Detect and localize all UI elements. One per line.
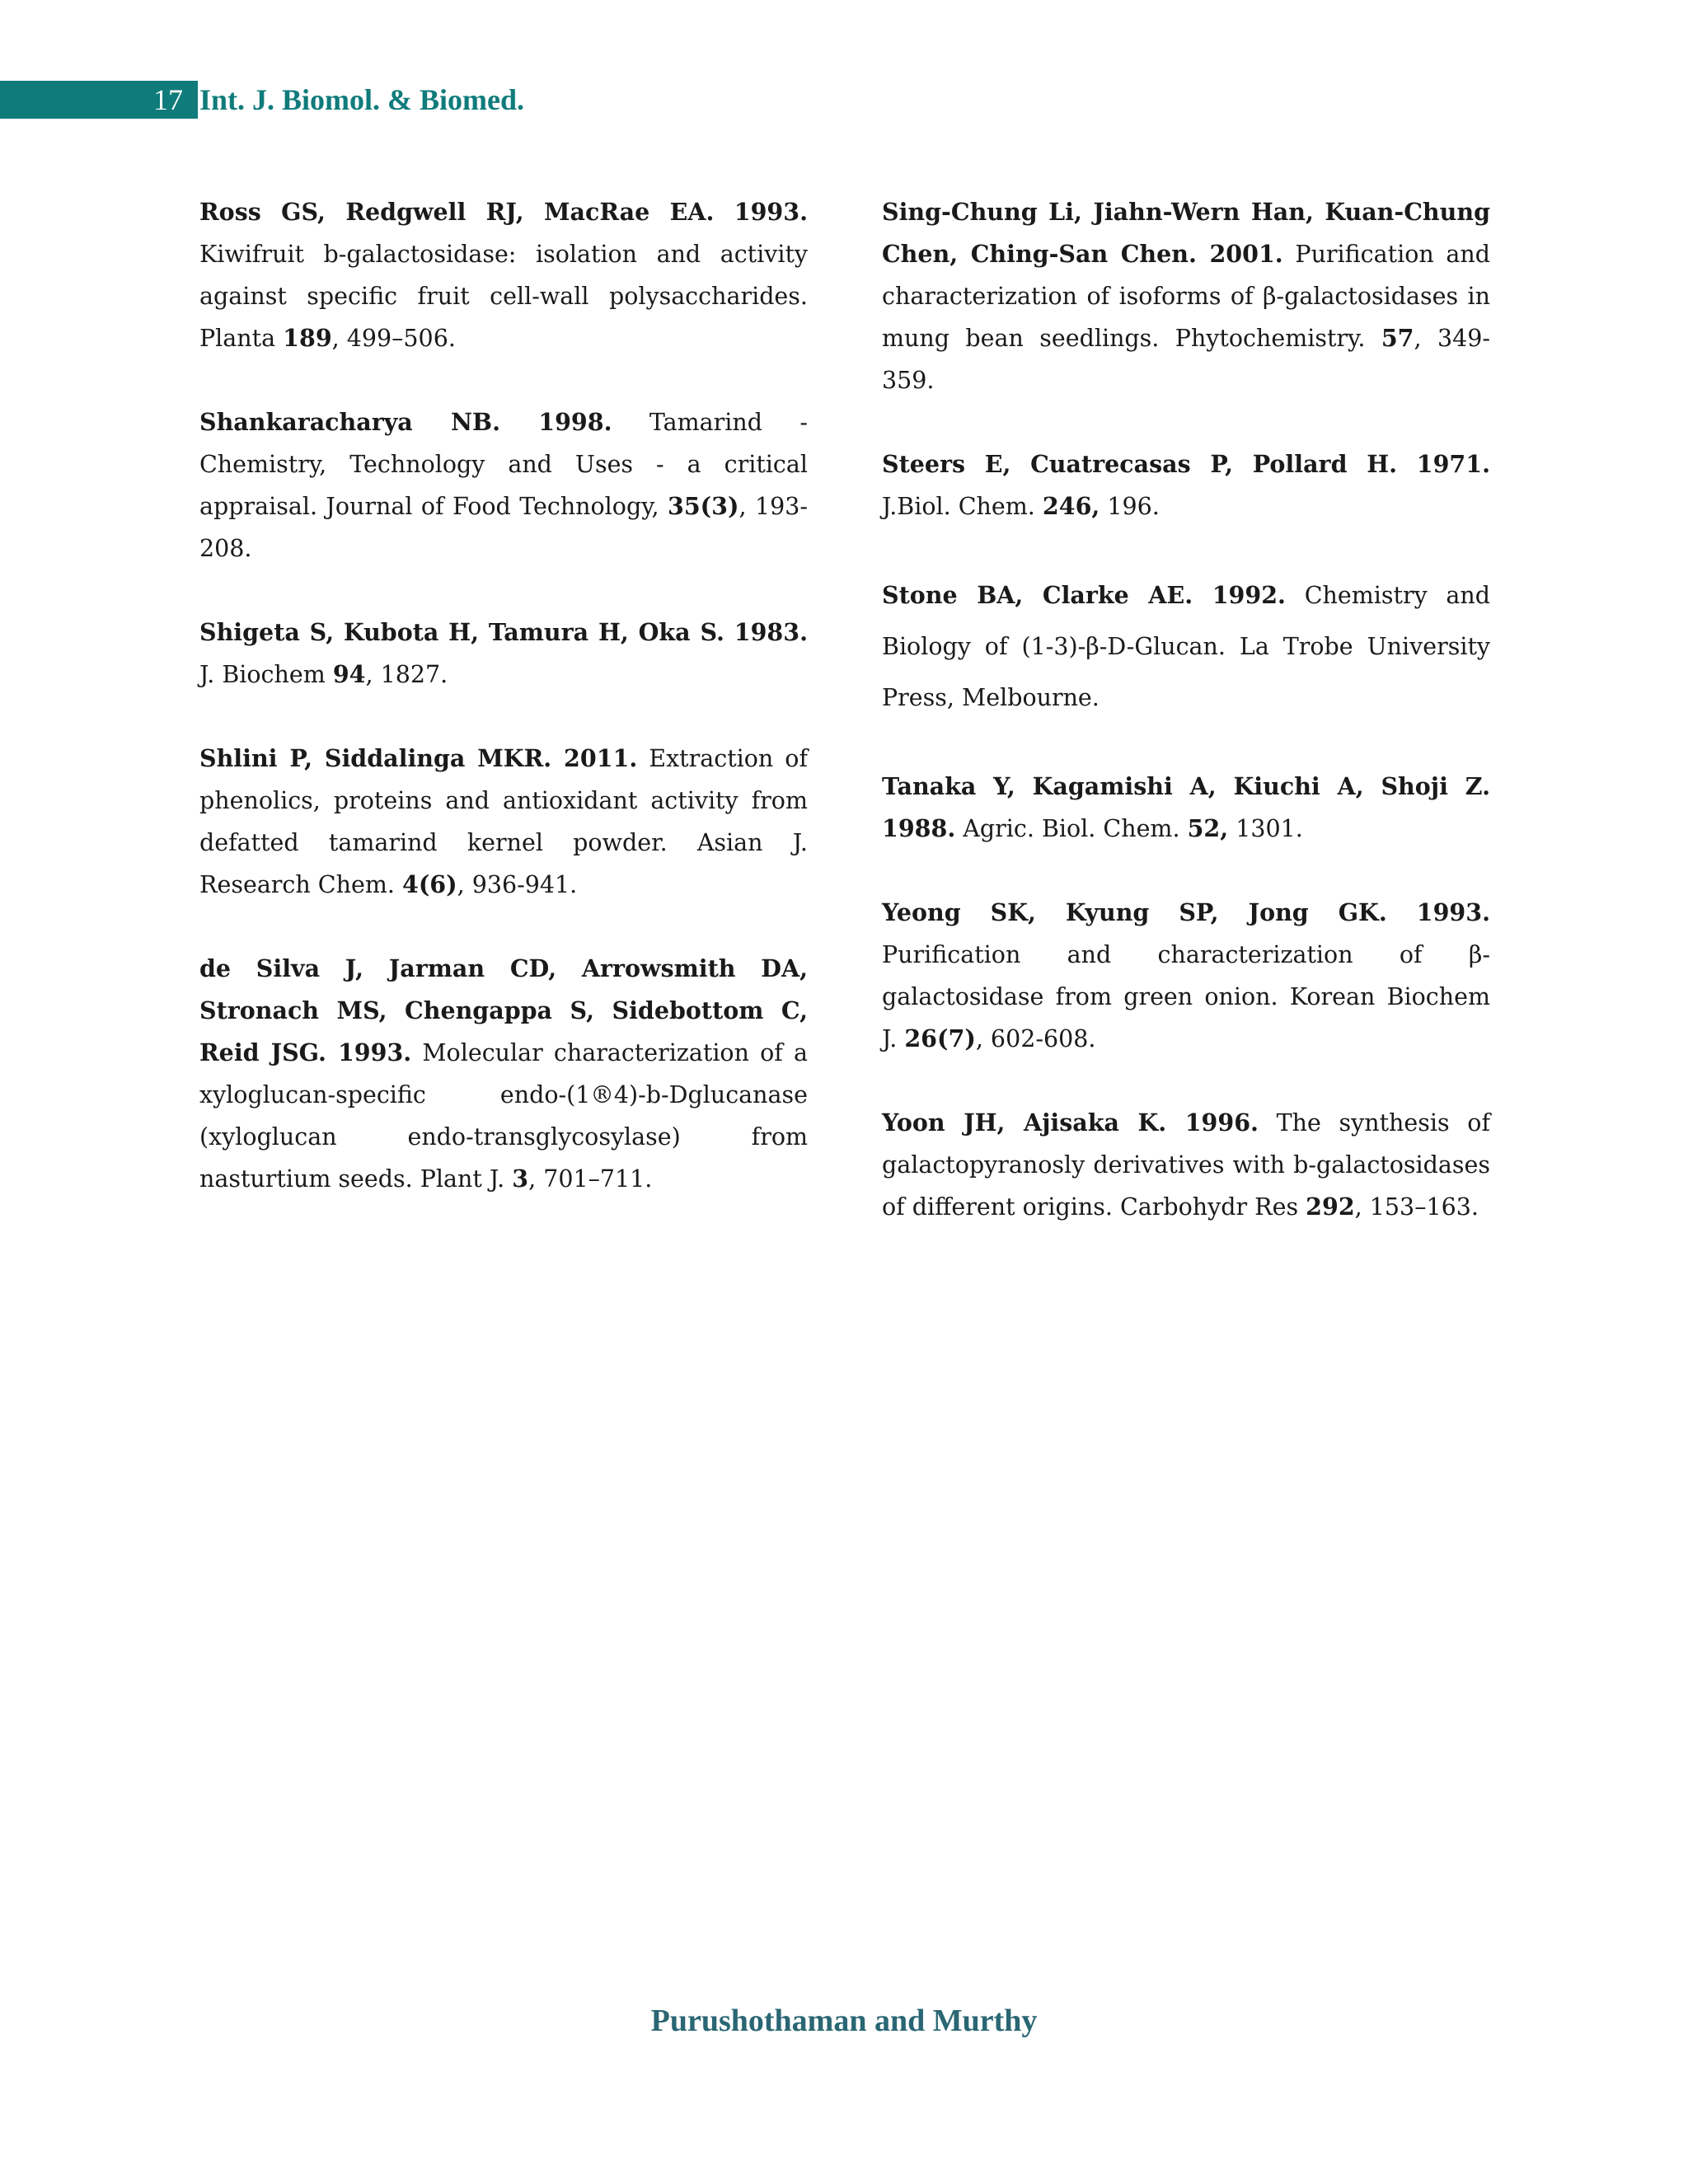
reference-volume: 3 — [512, 1165, 529, 1193]
reference-pages: , 1827. — [365, 661, 448, 688]
reference-text: Kiwifruit b-galactosidase: isolation and activity against specific fruit cell-wall polysaccharides. Planta — [199, 241, 808, 352]
reference-authors: Steers E, Cuatrecasas P, Pollard H. 1971. — [882, 450, 1490, 478]
reference-volume: 94 — [332, 660, 366, 688]
reference-authors: Shankaracharya NB. 1998. — [199, 408, 612, 436]
reference-authors: Stone BA, Clarke AE. 1992. — [882, 581, 1286, 609]
reference-text: J.Biol. Chem. — [882, 493, 1043, 520]
reference-pages: , 193-208. — [199, 493, 808, 562]
reference-pages: 196. — [1100, 493, 1160, 520]
reference-entry — [199, 948, 808, 1200]
reference-entry — [882, 892, 1490, 1060]
reference-volume: 35(3) — [668, 492, 739, 520]
reference-entry — [882, 766, 1490, 850]
reference-text: Chemistry and Biology of (1-3)-β-D-Glucan. La Trobe University Press, Melbourne. — [882, 582, 1491, 711]
reference-entry — [882, 569, 1490, 724]
reference-volume: 57 — [1381, 324, 1414, 352]
reference-authors: Sing-Chung Li, Jiahn-Wern Han, Kuan-Chung Chen, Ching-San Chen. 2001. — [882, 198, 1490, 268]
reference-volume: 292 — [1306, 1193, 1355, 1221]
reference-volume: 246, — [1042, 492, 1100, 520]
reference-text: Extraction of phenolics, proteins and antioxidant activity from defatted tamarind kernel powder. Asian J. Research Chem. — [199, 745, 808, 898]
references-left-column — [199, 191, 808, 1242]
reference-authors: Shlini P, Siddalinga MKR. 2011. — [199, 744, 638, 772]
reference-entry — [882, 191, 1490, 401]
reference-text: Agric. Biol. Chem. — [955, 815, 1188, 842]
reference-authors: Ross GS, Redgwell RJ, MacRae EA. 1993. — [199, 198, 808, 226]
references-right-column — [882, 191, 1490, 1270]
reference-text: J. Biochem — [199, 661, 333, 688]
reference-text: Purification and characterization of β-galactosidase from green onion. Korean Biochem J. — [882, 941, 1490, 1052]
reference-authors: de Silva J, Jarman CD, Arrowsmith DA, Stronach MS, Chengappa S, Sidebottom C, Reid JSG. 1993. — [199, 954, 808, 1066]
reference-entry — [199, 191, 808, 359]
reference-volume: 26(7) — [904, 1024, 976, 1052]
reference-entry — [882, 443, 1490, 527]
reference-text: Tamarind - Chemistry, Technology and Uses - a critical appraisal. Journal of Food Technology, — [199, 409, 808, 520]
reference-volume: 4(6) — [401, 870, 457, 898]
reference-authors: Yoon JH, Ajisaka K. 1996. — [882, 1108, 1259, 1137]
reference-pages: , 936-941. — [457, 871, 578, 898]
reference-pages: , 153–163. — [1354, 1193, 1479, 1221]
reference-text: Molecular characterization of a xyloglucan-specific endo-(1®4)-b-Dglucanase (xyloglucan endo-transglycosylase) from nasturtium seeds. Plant J. — [199, 1039, 808, 1193]
reference-authors: Yeong SK, Kyung SP, Jong GK. 1993. — [882, 898, 1490, 926]
reference-text: Purification and characterization of isoforms of β-galactosidases in mung bean seedlings. Phytochemistry. — [882, 241, 1490, 352]
reference-entry — [199, 401, 808, 569]
reference-pages: , 602-608. — [975, 1025, 1096, 1052]
reference-text: The synthesis of galactopyranosly derivatives with b-galactosidases of different origins. Carbohydr Res — [882, 1109, 1490, 1221]
reference-volume: 189 — [283, 324, 332, 352]
reference-pages: , 499–506. — [331, 325, 456, 352]
page-number: 17 — [153, 83, 183, 116]
reference-volume: 52, — [1187, 814, 1229, 842]
reference-authors: Tanaka Y, Kagamishi A, Kiuchi A, Shoji Z. 1988. — [882, 772, 1490, 842]
footer-authors: Purushothaman and Murthy — [650, 2004, 1038, 2038]
reference-authors: Shigeta S, Kubota H, Tamura H, Oka S. 1983. — [199, 618, 808, 646]
reference-entry — [199, 612, 808, 696]
reference-pages: 1301. — [1228, 815, 1303, 842]
reference-entry — [882, 1102, 1490, 1228]
journal-title: Int. J. Biomol. & Biomed. — [199, 83, 525, 116]
reference-pages: , 349-359. — [882, 325, 1490, 394]
reference-pages: , 701–711. — [528, 1165, 653, 1193]
reference-entry — [199, 738, 808, 906]
